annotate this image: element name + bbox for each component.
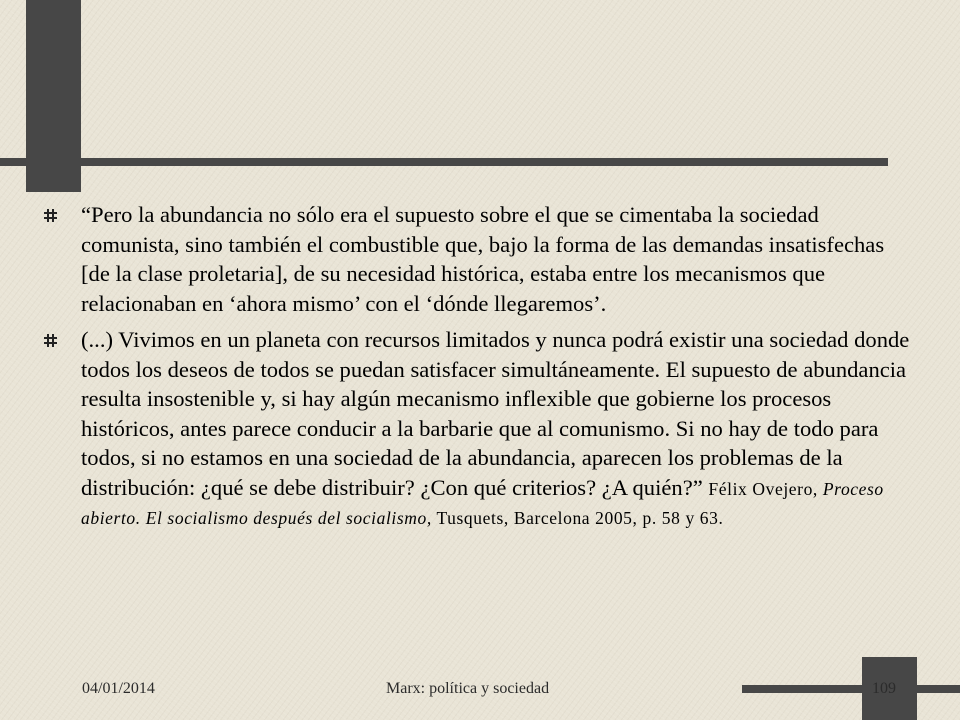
- citation-publisher: Tusquets, Barcelona 2005, p. 58 y 63.: [431, 508, 724, 528]
- decorative-footer-rule: [742, 685, 960, 693]
- footer-title: Marx: política y sociedad: [386, 680, 550, 697]
- footer-date: 04/01/2014: [82, 680, 155, 697]
- bullet-item-quote-continued: [40, 325, 910, 532]
- footer-page-number: 109: [872, 680, 896, 697]
- slide-body: [40, 200, 910, 539]
- bullet-text: (...) Vivimos en un planeta con recursos limitados y nunca podrá existir una sociedad donde todos los deseos de todos se puedan satisfacer simultáneamente. El supuesto de abundancia resulta insostenible y, si hay algún mecanismo inflexible que gobierne los procesos históricos, antes parece conducir a la barbarie que al comunismo. Si no hay de todo para todos, si no estamos en una sociedad de la abundancia, aparecen los problemas de la distribución: ¿qué se debe distribuir? ¿Con qué criterios? ¿A quién?”: [81, 327, 910, 500]
- hash-bullet-icon: [44, 334, 57, 347]
- hash-bullet-icon: [44, 209, 57, 222]
- decorative-horizontal-rule: [0, 158, 888, 166]
- bullet-text: “Pero la abundancia no sólo era el supuesto sobre el que se cimentaba la sociedad comunista, sino también el combustible que, bajo la forma de las demandas insatisfechas [de la clase proletaria], de su necesidad histórica, estaba entre los mecanismos que relacionaban en ‘ahora mismo’ con el ‘dónde llegaremos’.: [81, 202, 885, 316]
- citation-author: Félix Ovejero,: [708, 478, 823, 499]
- citation-work-title: Proceso abierto. El socialismo después del socialismo,: [81, 478, 884, 528]
- bullet-item-quote: [40, 200, 910, 318]
